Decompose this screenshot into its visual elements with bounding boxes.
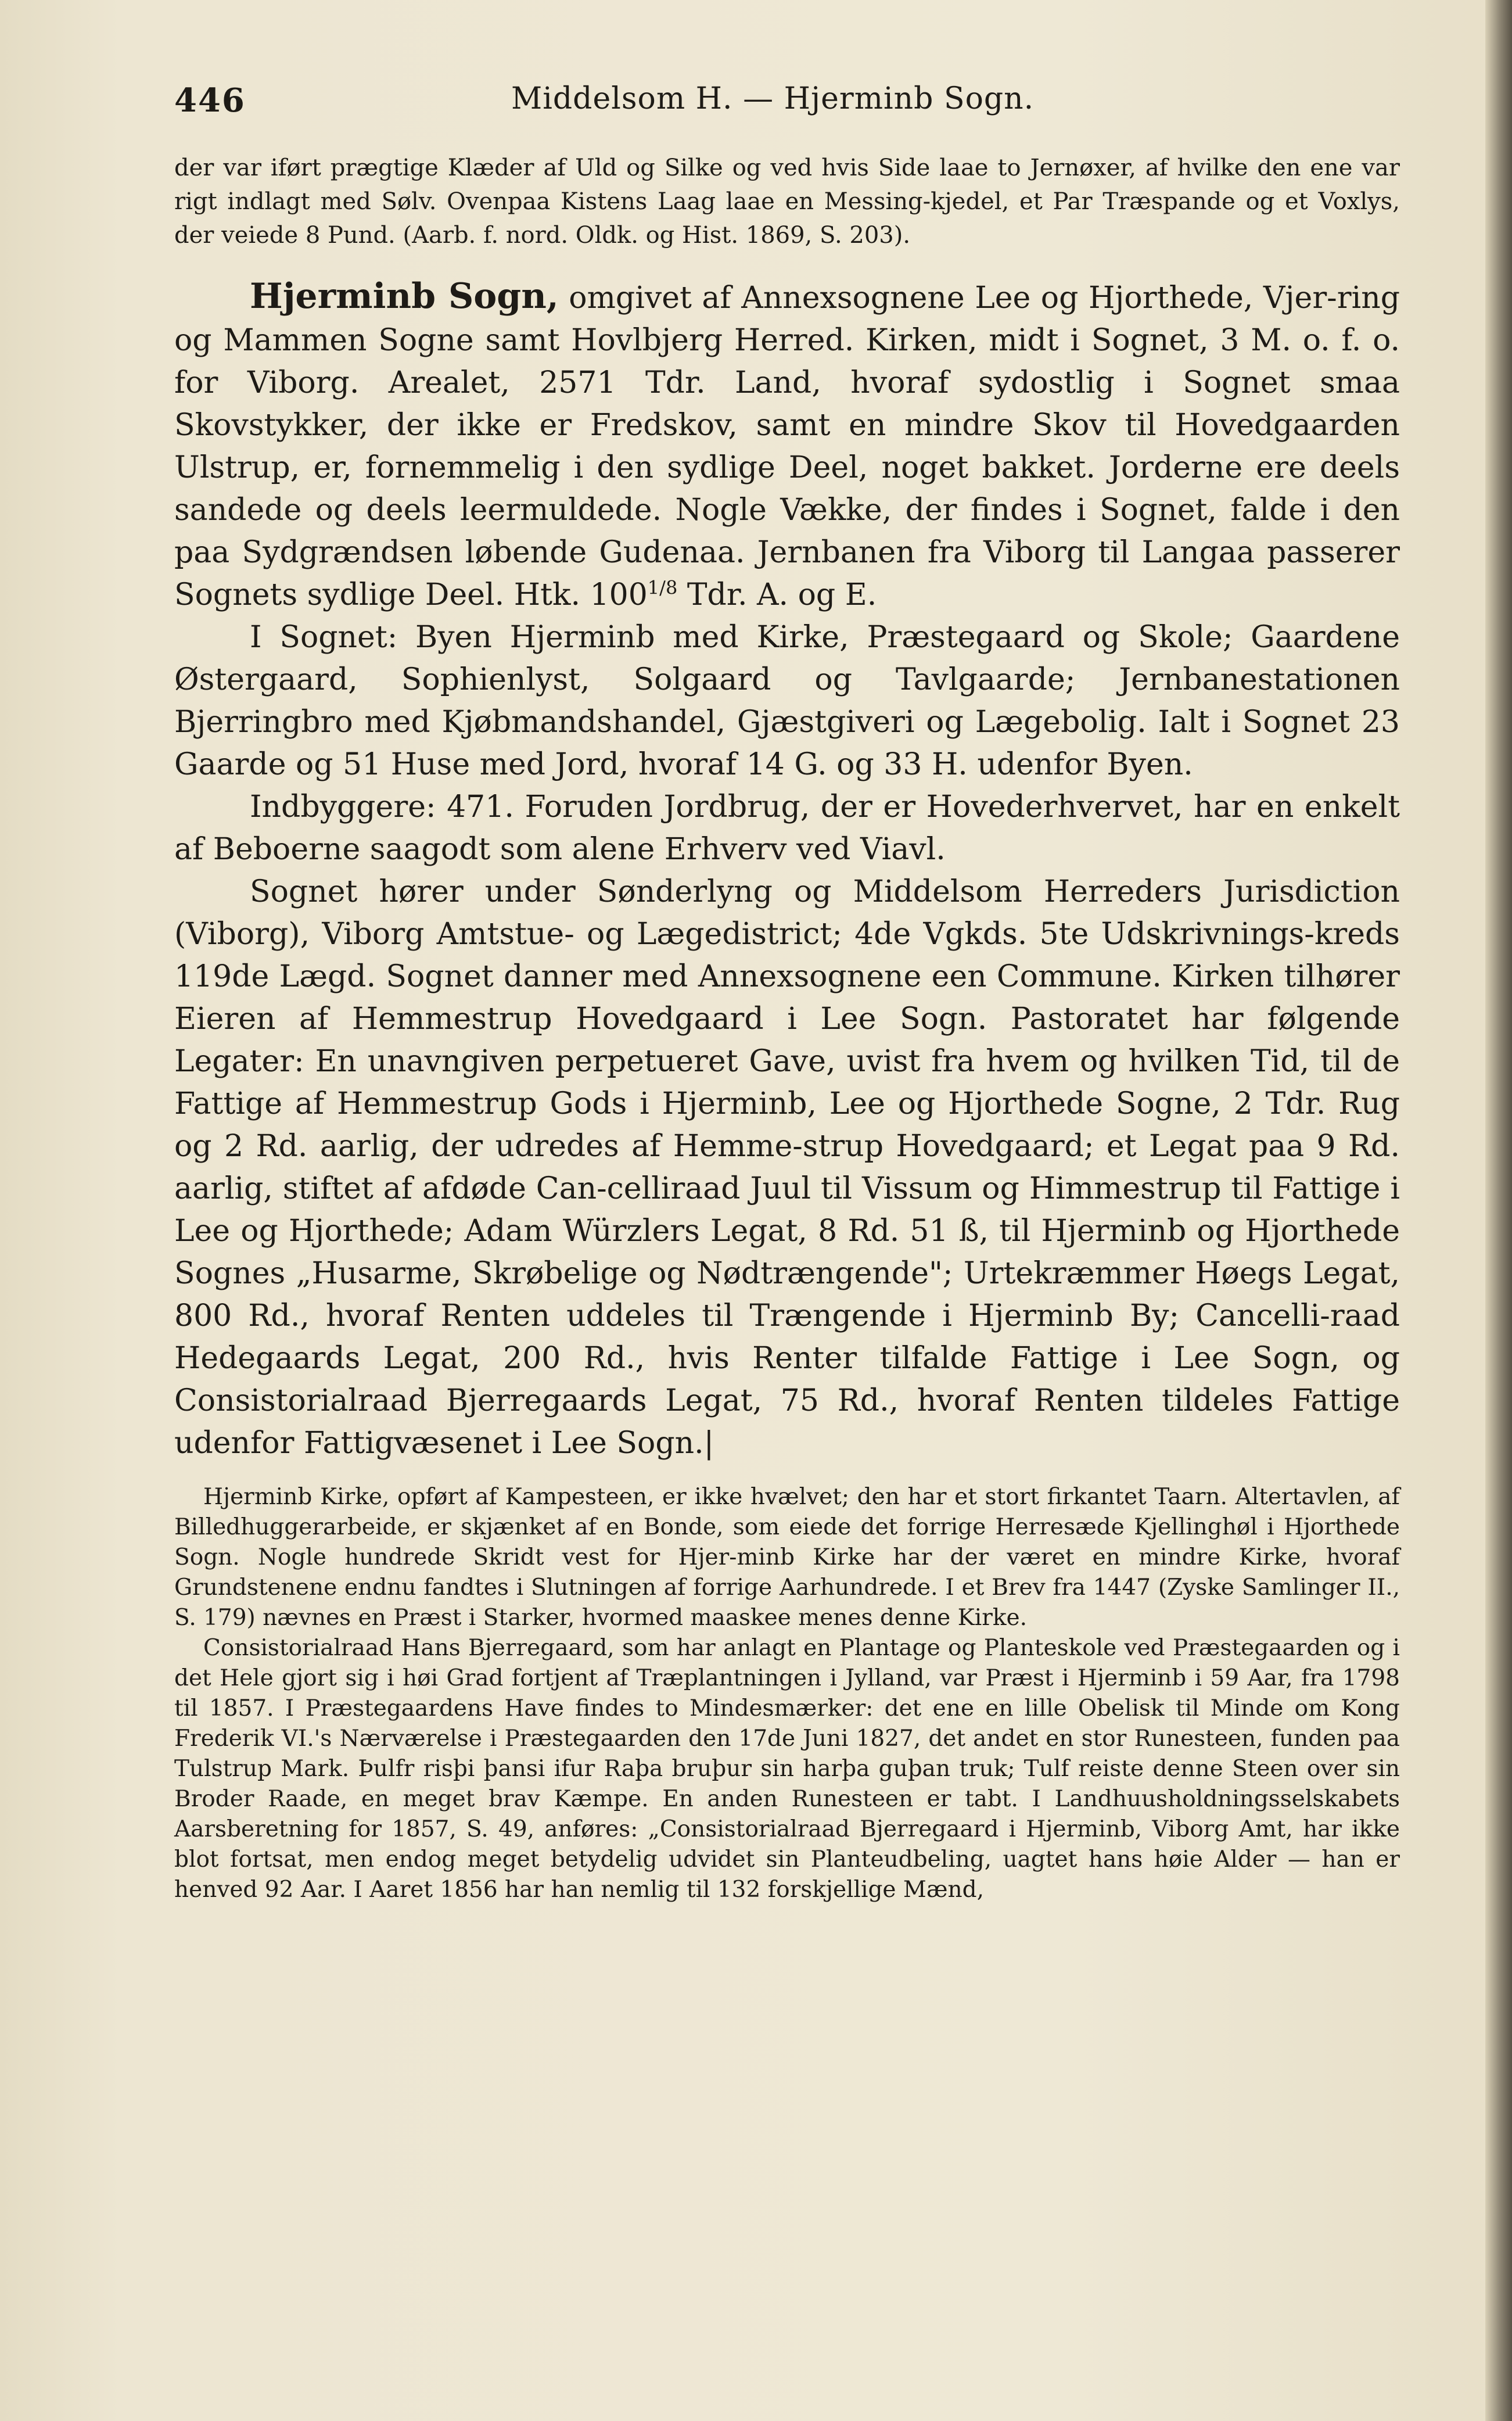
fraction-superscript: 1/8 xyxy=(647,576,678,599)
entry-heading: Hjerminb Sogn, xyxy=(250,276,559,317)
paragraph-population: Indbyggere: 471. Foruden Jordbrug, der er Hovederhvervet, har en enkelt af Beboerne saagodt som alene Erhverv ved Viavl. xyxy=(174,790,1400,867)
overview-text: omgivet af Annexsognene Lee og Hjorthede, Vjer-ring og Mammen Sogne samt Hovlbjerg Herred. Kirken, midt i Sognet, 3 M. o. f. o. for Viborg. Arealet, 2571 Tdr. Land, hvoraf sydostlig i Sognet smaa Skovstykker, der ikke er Fredskov, samt en mindre Skov til Hovedgaarden Ulstrup, er, fornemmelig i den sydlige Deel, noget bakket. Jorderne ere deels sandede og deels leermuldede. Nogle Vække, der findes i Sognet, falde i den paa Sydgrændsen løbende Gudenaa. Jernbanen fra Viborg til Langaa passerer Sognets sydlige Deel. Htk. 100 xyxy=(174,281,1400,612)
page-header xyxy=(174,76,1400,134)
page-number: 446 xyxy=(174,81,246,120)
footnotes xyxy=(174,1482,1400,1905)
paragraph-overview xyxy=(174,275,1400,616)
overview-text-end: Tdr. A. og E. xyxy=(677,578,877,612)
note-consistorialraad: Consistorialraad Hans Bjerregaard, som har anlagt en Plantage og Planteskole ved Præstegaarden og i det Hele gjort sig i høi Grad fortjent af Træplantningen i Jylland, var Præst i Hjerminb i 59 Aar, fra 1798 til 1857. I Præstegaardens Have findes to Mindesmærker: det ene en lille Obelisk til Minde om Kong Frederik VI.'s Nærværelse i Præstegaarden den 17de Juni 1827, det andet en stor Runesteen, funden paa Tulstrup Mark. Þulfr risþi þansi ifur Raþa bruþur sin harþa guþan truk; Tulf reiste denne Steen over sin Broder Raade, en meget brav Kæmpe. En anden Runesteen er tabt. I Landhuusholdningsselskabets Aarsberetning for 1857, S. 49, anføres: „Consistorialraad Bjerregaard i Hjerminb, Viborg Amt, har ikke blot fortsat, men endog meget betydelig udvidet sin Planteudbeling, uagtet hans høie Alder — han er henved 92 Aar. I Aaret 1856 har han nemlig til 132 forskjellige Mænd, xyxy=(174,1635,1400,1903)
continued-paragraph: der var iført prægtige Klæder af Uld og Silke og ved hvis Side laae to Jernøxer, af hvilke den ene var rigt indlagt med Sølv. Ovenpaa Kistens Laag laae en Messing-kjedel, et Par Træspande og et Voxlys, der veiede 8 Pund. (Aarb. f. nord. Oldk. og Hist. 1869, S. 203). xyxy=(174,155,1400,249)
paragraph-places: I Sognet: Byen Hjerminb med Kirke, Præstegaard og Skole; Gaardene Østergaard, Sophienlyst, Solgaard og Tavlgaarde; Jernbanestationen Bjerringbro med Kjøbmandshandel, Gjæstgiveri og Lægebolig. Ialt i Sognet 23 Gaarde og 51 Huse med Jord, hvoraf 14 G. og 33 H. udenfor Byen. xyxy=(174,620,1400,782)
page-content xyxy=(174,76,1400,1905)
paragraph-administration: Sognet hører under Sønderlyng og Middelsom Herreders Jurisdiction (Viborg), Viborg Amtstue- og Lægedistrict; 4de Vgkds. 5te Udskrivnings-kreds 119de Lægd. Sognet danner med Annexsognene een Commune. Kirken tilhører Eieren af Hemmestrup Hovedgaard i Lee Sogn. Pastoratet har følgende Legater: En unavngiven perpetueret Gave, uvist fra hvem og hvilken Tid, til de Fattige af Hemmestrup Gods i Hjerminb, Lee og Hjorthede Sogne, 2 Tdr. Rug og 2 Rd. aarlig, der udredes af Hemme-strup Hovedgaard; et Legat paa 9 Rd. aarlig, stiftet af afdøde Can-celliraad Juul til Vissum og Himmestrup til Fattige i Lee og Hjorthede; Adam Würzlers Legat, 8 Rd. 51 ß, til Hjerminb og Hjorthede Sognes „Husarme, Skrøbelige og Nødtrængende"; Urtekræmmer Høegs Legat, 800 Rd., hvoraf Renten uddeles til Trængende i Hjerminb By; Cancelli-raad Hedegaards Legat, 200 Rd., hvis Renter tilfalde Fattige i Lee Sogn, og Consistorialraad Bjerregaards Legat, 75 Rd., hvoraf Renten tildeles Fattige udenfor Fattigvæsenet i Lee Sogn.| xyxy=(174,874,1400,1461)
note-church: Hjerminb Kirke, opført af Kampesteen, er ikke hvælvet; den har et stort firkantet Taarn. Altertavlen, af Billedhuggerarbeide, er skjænket af en Bonde, som eiede det forrige Herresæde Kjellinghøl i Hjorthede Sogn. Nogle hundrede Skridt vest for Hjer-minb Kirke har der været en mindre Kirke, hvoraf Grundstenene endnu fandtes i Slutningen af forrige Aarhundrede. I et Brev fra 1447 (Zyske Samlinger II., S. 179) nævnes en Præst i Starker, hvormed maaskee menes denne Kirke. xyxy=(174,1484,1400,1631)
main-text xyxy=(174,275,1400,1465)
book-spine-shadow xyxy=(1485,0,1512,2421)
running-head: Middelsom H. — Hjerminb Sogn. xyxy=(511,81,1035,116)
